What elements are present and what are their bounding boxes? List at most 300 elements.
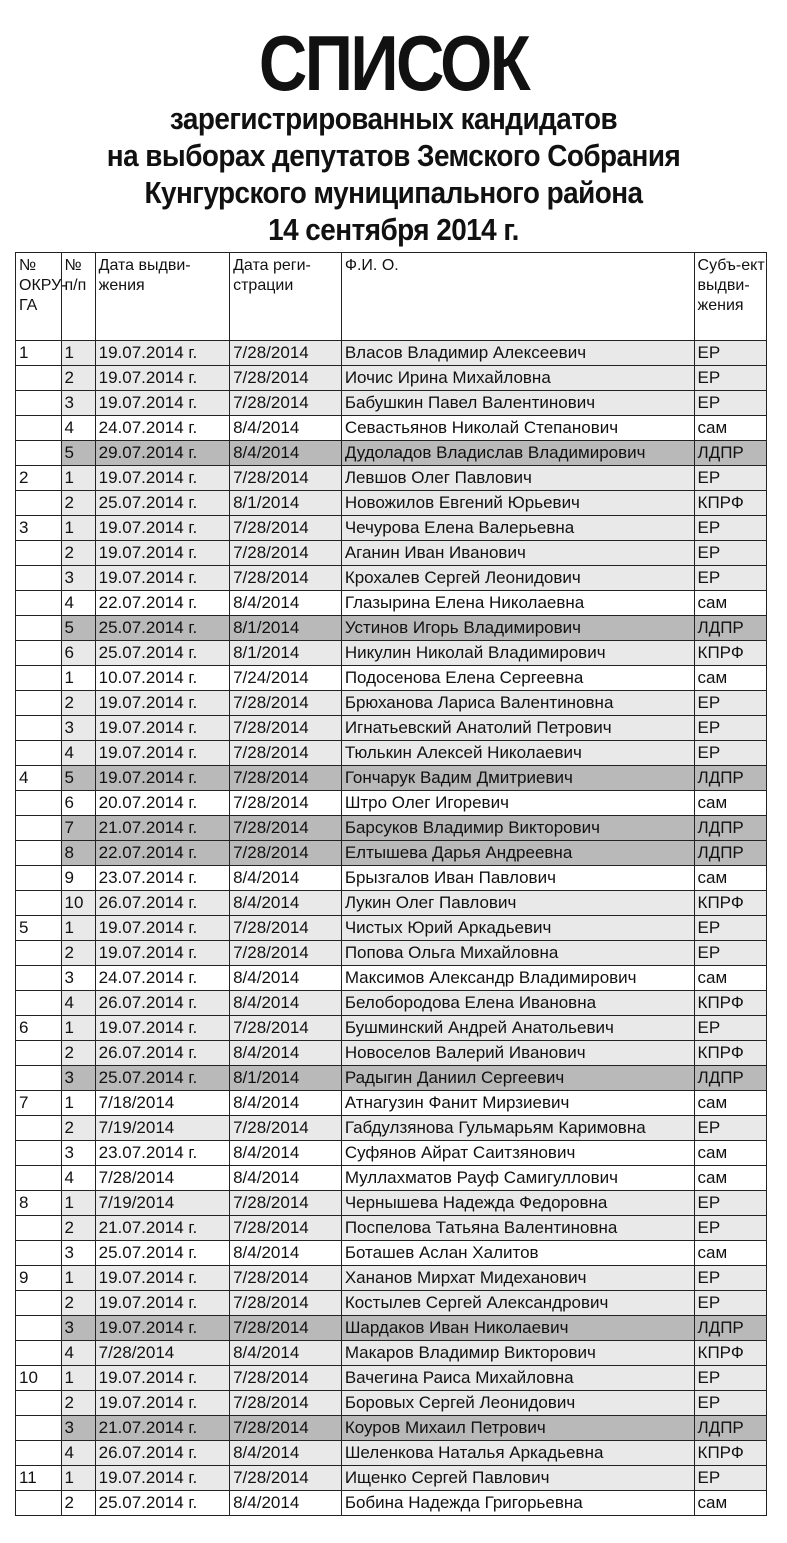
nomination-date-cell: 19.07.2014 г. (95, 341, 229, 366)
full-name-cell: Дудоладов Владислав Владимирович (341, 441, 694, 466)
nomination-date-cell: 19.07.2014 г. (95, 566, 229, 591)
full-name-cell: Игнатьевский Анатолий Петрович (341, 716, 694, 741)
table-row (16, 441, 767, 466)
nomination-date-cell: 26.07.2014 г. (95, 991, 229, 1016)
full-name-cell: Власов Владимир Алексеевич (341, 341, 694, 366)
full-name-cell: Габдулзянова Гульмарьям Каримовна (341, 1116, 694, 1141)
full-name-cell: Боташев Аслан Халитов (341, 1241, 694, 1266)
okrug-cell: 7 (16, 1091, 62, 1116)
registration-date-cell: 7/28/2014 (230, 341, 342, 366)
number-cell: 2 (61, 1216, 95, 1241)
okrug-cell (16, 616, 62, 641)
number-cell: 5 (61, 766, 95, 791)
full-name-cell: Чернышева Надежда Федоровна (341, 1191, 694, 1216)
table-row (16, 816, 767, 841)
okrug-cell (16, 1291, 62, 1316)
okrug-cell: 9 (16, 1266, 62, 1291)
party-cell: ЕР (694, 516, 766, 541)
full-name-cell: Максимов Александр Владимирович (341, 966, 694, 991)
table-row (16, 1391, 767, 1416)
full-name-cell: Ищенко Сергей Павлович (341, 1466, 694, 1491)
number-cell: 1 (61, 341, 95, 366)
okrug-cell: 11 (16, 1466, 62, 1491)
number-cell: 2 (61, 541, 95, 566)
party-cell: ЕР (694, 1116, 766, 1141)
full-name-cell: Тюлькин Алексей Николаевич (341, 741, 694, 766)
okrug-cell (16, 1066, 62, 1091)
registration-date-cell: 7/28/2014 (230, 1316, 342, 1341)
registration-date-cell: 7/28/2014 (230, 1366, 342, 1391)
party-cell: сам (694, 966, 766, 991)
column-header-okrug: № ОКРУ-ГА (16, 253, 62, 341)
okrug-cell (16, 591, 62, 616)
table-row (16, 1241, 767, 1266)
table-row (16, 791, 767, 816)
table-row (16, 1141, 767, 1166)
number-cell: 1 (61, 1466, 95, 1491)
table-row (16, 891, 767, 916)
party-cell: ЕР (694, 716, 766, 741)
number-cell: 4 (61, 1441, 95, 1466)
full-name-cell: Никулин Николай Владимирович (341, 641, 694, 666)
full-name-cell: Коуров Михаил Петрович (341, 1416, 694, 1441)
nomination-date-cell: 19.07.2014 г. (95, 941, 229, 966)
okrug-cell (16, 491, 62, 516)
column-header-nominating-party: Субъ-ект выдви-жения (694, 253, 766, 341)
okrug-cell (16, 816, 62, 841)
okrug-cell (16, 691, 62, 716)
table-row (16, 716, 767, 741)
number-cell: 3 (61, 1141, 95, 1166)
nomination-date-cell: 19.07.2014 г. (95, 1316, 229, 1341)
nomination-date-cell: 19.07.2014 г. (95, 1016, 229, 1041)
table-row (16, 666, 767, 691)
party-cell: сам (694, 666, 766, 691)
table-row (16, 1191, 767, 1216)
full-name-cell: Хананов Мирхат Мидеханович (341, 1266, 694, 1291)
nomination-date-cell: 25.07.2014 г. (95, 616, 229, 641)
party-cell: ЕР (694, 566, 766, 591)
full-name-cell: Левшов Олег Павлович (341, 466, 694, 491)
column-header-number: № п/п (61, 253, 95, 341)
nomination-date-cell: 25.07.2014 г. (95, 1066, 229, 1091)
full-name-cell: Аганин Иван Иванович (341, 541, 694, 566)
registration-date-cell: 7/28/2014 (230, 816, 342, 841)
nomination-date-cell: 26.07.2014 г. (95, 891, 229, 916)
okrug-cell (16, 1141, 62, 1166)
table-row (16, 916, 767, 941)
full-name-cell: Попова Ольга Михайловна (341, 941, 694, 966)
registration-date-cell: 7/28/2014 (230, 941, 342, 966)
party-cell: ЛДПР (694, 766, 766, 791)
party-cell: ЕР (694, 741, 766, 766)
registration-date-cell: 7/28/2014 (230, 1416, 342, 1441)
number-cell: 1 (61, 1191, 95, 1216)
registration-date-cell: 7/28/2014 (230, 1016, 342, 1041)
nomination-date-cell: 7/19/2014 (95, 1191, 229, 1216)
nomination-date-cell: 24.07.2014 г. (95, 416, 229, 441)
okrug-cell (16, 1491, 62, 1516)
party-cell: ЛДПР (694, 616, 766, 641)
registration-date-cell: 8/4/2014 (230, 591, 342, 616)
subtitle-line: 14 сентября 2014 г. (268, 212, 519, 247)
party-cell: ЕР (694, 941, 766, 966)
nomination-date-cell: 19.07.2014 г. (95, 541, 229, 566)
okrug-cell: 2 (16, 466, 62, 491)
party-cell: сам (694, 1091, 766, 1116)
table-row (16, 1341, 767, 1366)
okrug-cell: 3 (16, 516, 62, 541)
registration-date-cell: 7/28/2014 (230, 1291, 342, 1316)
full-name-cell: Вачегина Раиса Михайловна (341, 1366, 694, 1391)
okrug-cell (16, 391, 62, 416)
okrug-cell: 8 (16, 1191, 62, 1216)
party-cell: ЛДПР (694, 441, 766, 466)
registration-date-cell: 7/28/2014 (230, 766, 342, 791)
party-cell: ЕР (694, 1016, 766, 1041)
full-name-cell: Поспелова Татьяна Валентиновна (341, 1216, 694, 1241)
full-name-cell: Суфянов Айрат Саитзянович (341, 1141, 694, 1166)
table-row (16, 1291, 767, 1316)
party-cell: ЕР (694, 366, 766, 391)
subtitle-line: на выборах депутатов Земского Собрания (106, 138, 681, 173)
number-cell: 1 (61, 516, 95, 541)
full-name-cell: Гончарук Вадим Дмитриевич (341, 766, 694, 791)
party-cell: ЕР (694, 466, 766, 491)
full-name-cell: Белобородова Елена Ивановна (341, 991, 694, 1016)
party-cell: ЕР (694, 391, 766, 416)
table-row (16, 866, 767, 891)
registration-date-cell: 8/4/2014 (230, 1166, 342, 1191)
table-row (16, 341, 767, 366)
column-header-full-name: Ф.И. О. (341, 253, 694, 341)
party-cell: ЕР (694, 691, 766, 716)
registration-date-cell: 8/1/2014 (230, 491, 342, 516)
registration-date-cell: 8/4/2014 (230, 991, 342, 1016)
table-row (16, 1166, 767, 1191)
party-cell: КПРФ (694, 1041, 766, 1066)
number-cell: 10 (61, 891, 95, 916)
registration-date-cell: 8/4/2014 (230, 441, 342, 466)
party-cell: сам (694, 866, 766, 891)
nomination-date-cell: 20.07.2014 г. (95, 791, 229, 816)
nomination-date-cell: 19.07.2014 г. (95, 916, 229, 941)
party-cell: ЛДПР (694, 816, 766, 841)
party-cell: ЕР (694, 1191, 766, 1216)
party-cell: ЕР (694, 1291, 766, 1316)
nomination-date-cell: 21.07.2014 г. (95, 816, 229, 841)
number-cell: 6 (61, 641, 95, 666)
full-name-cell: Штро Олег Игоревич (341, 791, 694, 816)
party-cell: сам (694, 1241, 766, 1266)
okrug-cell (16, 1041, 62, 1066)
party-cell: сам (694, 591, 766, 616)
full-name-cell: Лукин Олег Павлович (341, 891, 694, 916)
okrug-cell (16, 1391, 62, 1416)
table-row (16, 616, 767, 641)
number-cell: 1 (61, 1266, 95, 1291)
full-name-cell: Новоселов Валерий Иванович (341, 1041, 694, 1066)
nomination-date-cell: 7/19/2014 (95, 1116, 229, 1141)
nomination-date-cell: 19.07.2014 г. (95, 1391, 229, 1416)
full-name-cell: Иочис Ирина Михайловна (341, 366, 694, 391)
table-row (16, 1066, 767, 1091)
number-cell: 2 (61, 1491, 95, 1516)
number-cell: 2 (61, 1391, 95, 1416)
okrug-cell (16, 1116, 62, 1141)
number-cell: 1 (61, 466, 95, 491)
full-name-cell: Боровых Сергей Леонидович (341, 1391, 694, 1416)
okrug-cell (16, 1316, 62, 1341)
registration-date-cell: 8/4/2014 (230, 416, 342, 441)
document-header (0, 19, 787, 248)
nomination-date-cell: 25.07.2014 г. (95, 1241, 229, 1266)
nomination-date-cell: 10.07.2014 г. (95, 666, 229, 691)
table-row (16, 1441, 767, 1466)
number-cell: 3 (61, 1066, 95, 1091)
registration-date-cell: 7/28/2014 (230, 691, 342, 716)
nomination-date-cell: 19.07.2014 г. (95, 1291, 229, 1316)
okrug-cell (16, 641, 62, 666)
registration-date-cell: 7/28/2014 (230, 391, 342, 416)
nomination-date-cell: 26.07.2014 г. (95, 1441, 229, 1466)
okrug-cell (16, 1166, 62, 1191)
party-cell: ЛДПР (694, 841, 766, 866)
number-cell: 1 (61, 1016, 95, 1041)
party-cell: КПРФ (694, 641, 766, 666)
full-name-cell: Бобина Надежда Григорьевна (341, 1491, 694, 1516)
table-row (16, 516, 767, 541)
number-cell: 3 (61, 1241, 95, 1266)
number-cell: 3 (61, 716, 95, 741)
nomination-date-cell: 19.07.2014 г. (95, 766, 229, 791)
registration-date-cell: 7/28/2014 (230, 916, 342, 941)
okrug-cell (16, 366, 62, 391)
nomination-date-cell: 25.07.2014 г. (95, 641, 229, 666)
table-row (16, 366, 767, 391)
okrug-cell (16, 1341, 62, 1366)
table-row (16, 1466, 767, 1491)
full-name-cell: Муллахматов Рауф Самигуллович (341, 1166, 694, 1191)
registration-date-cell: 7/28/2014 (230, 841, 342, 866)
number-cell: 2 (61, 1291, 95, 1316)
column-header-nomination-date: Дата выдви-жения (95, 253, 229, 341)
registration-date-cell: 8/4/2014 (230, 1091, 342, 1116)
okrug-cell: 1 (16, 341, 62, 366)
table-row (16, 1091, 767, 1116)
registration-date-cell: 7/28/2014 (230, 1466, 342, 1491)
registration-date-cell: 7/28/2014 (230, 791, 342, 816)
number-cell: 1 (61, 666, 95, 691)
table-row (16, 766, 767, 791)
registration-date-cell: 8/4/2014 (230, 1491, 342, 1516)
subtitle-line: зарегистрированных кандидатов (169, 101, 618, 136)
registration-date-cell: 8/4/2014 (230, 891, 342, 916)
nomination-date-cell: 23.07.2014 г. (95, 1141, 229, 1166)
number-cell: 1 (61, 1091, 95, 1116)
registration-date-cell: 7/24/2014 (230, 666, 342, 691)
nomination-date-cell: 19.07.2014 г. (95, 1366, 229, 1391)
nomination-date-cell: 25.07.2014 г. (95, 1491, 229, 1516)
registration-date-cell: 7/28/2014 (230, 516, 342, 541)
full-name-cell: Брызгалов Иван Павлович (341, 866, 694, 891)
okrug-cell (16, 441, 62, 466)
table-row (16, 591, 767, 616)
full-name-cell: Барсуков Владимир Викторович (341, 816, 694, 841)
nomination-date-cell: 19.07.2014 г. (95, 1466, 229, 1491)
party-cell: сам (694, 791, 766, 816)
party-cell: сам (694, 416, 766, 441)
full-name-cell: Устинов Игорь Владимирович (341, 616, 694, 641)
registration-date-cell: 8/4/2014 (230, 866, 342, 891)
party-cell: ЕР (694, 541, 766, 566)
registration-date-cell: 8/4/2014 (230, 1041, 342, 1066)
table-row (16, 741, 767, 766)
party-cell: ЛДПР (694, 1066, 766, 1091)
okrug-cell (16, 966, 62, 991)
okrug-cell (16, 741, 62, 766)
party-cell: ЛДПР (694, 1416, 766, 1441)
table-row (16, 1416, 767, 1441)
table-row (16, 991, 767, 1016)
nomination-date-cell: 22.07.2014 г. (95, 841, 229, 866)
full-name-cell: Елтышева Дарья Андреевна (341, 841, 694, 866)
full-name-cell: Глазырина Елена Николаевна (341, 591, 694, 616)
okrug-cell (16, 1241, 62, 1266)
okrug-cell: 5 (16, 916, 62, 941)
full-name-cell: Новожилов Евгений Юрьевич (341, 491, 694, 516)
table-row (16, 1366, 767, 1391)
number-cell: 4 (61, 741, 95, 766)
table-row (16, 1016, 767, 1041)
registration-date-cell: 8/4/2014 (230, 1341, 342, 1366)
nomination-date-cell: 7/18/2014 (95, 1091, 229, 1116)
table-row (16, 1216, 767, 1241)
nomination-date-cell: 19.07.2014 г. (95, 466, 229, 491)
number-cell: 2 (61, 941, 95, 966)
full-name-cell: Атнагузин Фанит Мирзиевич (341, 1091, 694, 1116)
okrug-cell (16, 416, 62, 441)
table-row (16, 391, 767, 416)
party-cell: сам (694, 1166, 766, 1191)
table-row (16, 541, 767, 566)
number-cell: 3 (61, 391, 95, 416)
full-name-cell: Бушминский Андрей Анатольевич (341, 1016, 694, 1041)
column-header-registration-date: Дата реги-страции (230, 253, 342, 341)
candidates-table (15, 252, 767, 1516)
registration-date-cell: 8/4/2014 (230, 1241, 342, 1266)
registration-date-cell: 8/4/2014 (230, 966, 342, 991)
number-cell: 4 (61, 416, 95, 441)
number-cell: 1 (61, 916, 95, 941)
party-cell: КПРФ (694, 1441, 766, 1466)
party-cell: ЕР (694, 1366, 766, 1391)
nomination-date-cell: 7/28/2014 (95, 1341, 229, 1366)
registration-date-cell: 8/1/2014 (230, 1066, 342, 1091)
okrug-cell (16, 1441, 62, 1466)
okrug-cell (16, 891, 62, 916)
full-name-cell: Радыгин Даниил Сергеевич (341, 1066, 694, 1091)
number-cell: 9 (61, 866, 95, 891)
okrug-cell: 4 (16, 766, 62, 791)
registration-date-cell: 8/4/2014 (230, 1441, 342, 1466)
party-cell: КПРФ (694, 1341, 766, 1366)
okrug-cell (16, 1416, 62, 1441)
full-name-cell: Бабушкин Павел Валентинович (341, 391, 694, 416)
okrug-cell (16, 541, 62, 566)
number-cell: 3 (61, 1416, 95, 1441)
nomination-date-cell: 24.07.2014 г. (95, 966, 229, 991)
nomination-date-cell: 19.07.2014 г. (95, 366, 229, 391)
table-row (16, 566, 767, 591)
number-cell: 2 (61, 366, 95, 391)
nomination-date-cell: 21.07.2014 г. (95, 1416, 229, 1441)
registration-date-cell: 7/28/2014 (230, 466, 342, 491)
okrug-cell (16, 566, 62, 591)
number-cell: 5 (61, 441, 95, 466)
registration-date-cell: 7/28/2014 (230, 366, 342, 391)
table-row (16, 491, 767, 516)
full-name-cell: Брюханова Лариса Валентиновна (341, 691, 694, 716)
registration-date-cell: 8/4/2014 (230, 1141, 342, 1166)
number-cell: 2 (61, 1041, 95, 1066)
party-cell: ЕР (694, 916, 766, 941)
document-title: СПИСОК (258, 19, 529, 107)
nomination-date-cell: 19.07.2014 г. (95, 741, 229, 766)
full-name-cell: Чистых Юрий Аркадьевич (341, 916, 694, 941)
party-cell: ЕР (694, 1266, 766, 1291)
number-cell: 6 (61, 791, 95, 816)
nomination-date-cell: 22.07.2014 г. (95, 591, 229, 616)
number-cell: 3 (61, 566, 95, 591)
registration-date-cell: 7/28/2014 (230, 1391, 342, 1416)
party-cell: ЕР (694, 341, 766, 366)
party-cell: КПРФ (694, 891, 766, 916)
table-row (16, 966, 767, 991)
full-name-cell: Костылев Сергей Александрович (341, 1291, 694, 1316)
nomination-date-cell: 7/28/2014 (95, 1166, 229, 1191)
number-cell: 2 (61, 1116, 95, 1141)
number-cell: 8 (61, 841, 95, 866)
registration-date-cell: 8/1/2014 (230, 641, 342, 666)
number-cell: 4 (61, 1166, 95, 1191)
table-row (16, 1491, 767, 1516)
nomination-date-cell: 19.07.2014 г. (95, 1266, 229, 1291)
okrug-cell (16, 991, 62, 1016)
number-cell: 7 (61, 816, 95, 841)
number-cell: 3 (61, 1316, 95, 1341)
nomination-date-cell: 19.07.2014 г. (95, 716, 229, 741)
party-cell: ЕР (694, 1391, 766, 1416)
table-row (16, 1041, 767, 1066)
table-row (16, 466, 767, 491)
registration-date-cell: 7/28/2014 (230, 541, 342, 566)
nomination-date-cell: 25.07.2014 г. (95, 491, 229, 516)
number-cell: 1 (61, 1366, 95, 1391)
number-cell: 5 (61, 616, 95, 641)
number-cell: 2 (61, 491, 95, 516)
number-cell: 4 (61, 991, 95, 1016)
party-cell: ЛДПР (694, 1316, 766, 1341)
number-cell: 3 (61, 966, 95, 991)
full-name-cell: Макаров Владимир Викторович (341, 1341, 694, 1366)
number-cell: 2 (61, 691, 95, 716)
full-name-cell: Севастьянов Николай Степанович (341, 416, 694, 441)
okrug-cell: 6 (16, 1016, 62, 1041)
table-row (16, 641, 767, 666)
table-row (16, 691, 767, 716)
okrug-cell (16, 1216, 62, 1241)
